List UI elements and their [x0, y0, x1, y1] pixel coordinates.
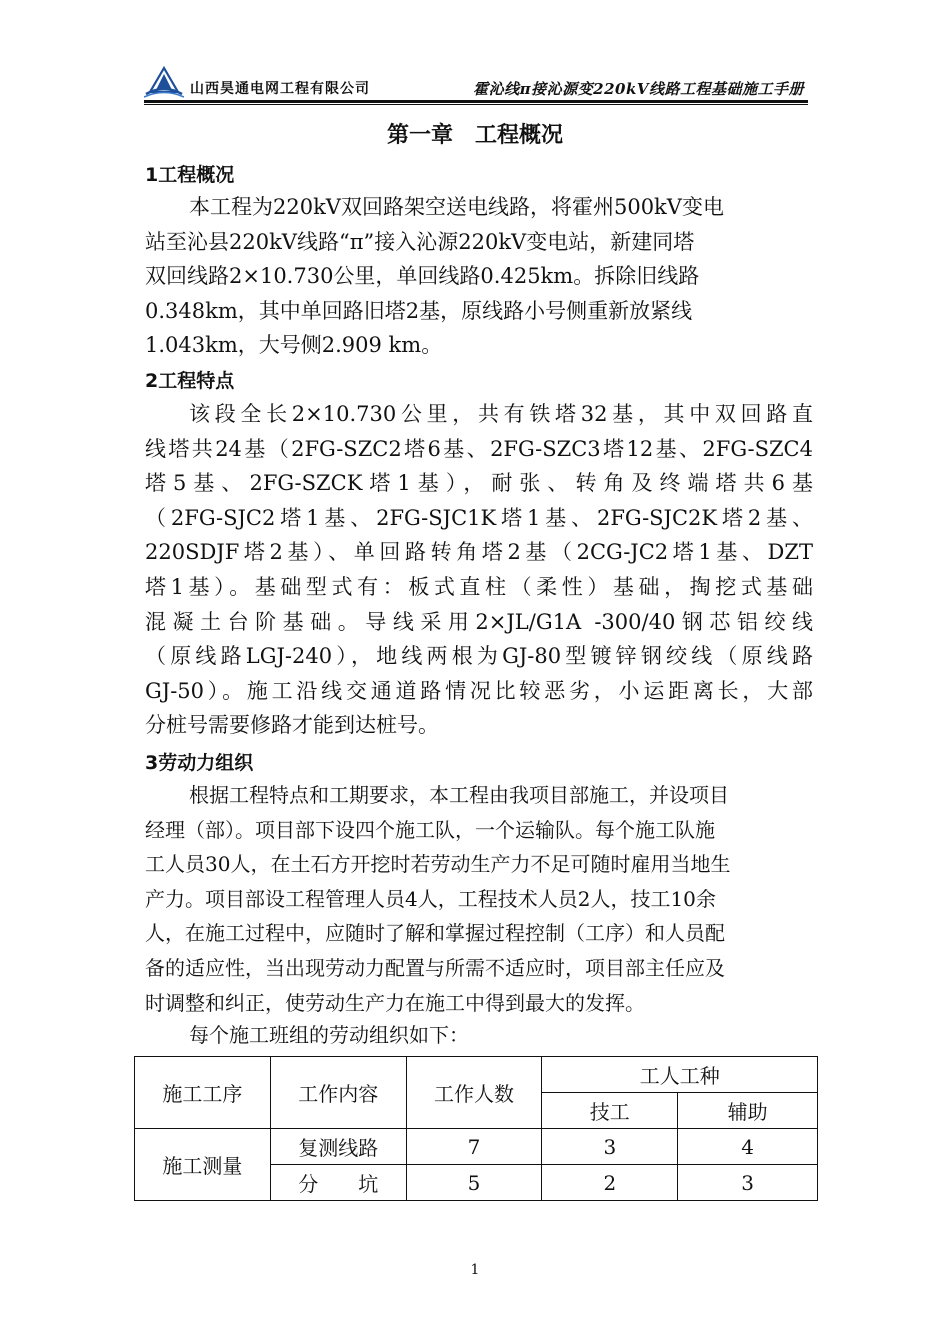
paragraph-line: 塔5基、2FG-SZCK塔1基），耐张、转角及终端塔共6基 [145, 471, 813, 496]
paragraph-line: 产力。项目部设工程管理人员4人，工程技术人员2人，技工10余 [145, 886, 716, 911]
table-header-row [135, 1057, 818, 1093]
auxiliary-cell: 4 [678, 1129, 818, 1165]
paragraph-line: 分桩号需要修路才能到达桩号。 [145, 713, 439, 738]
skilled-cell: 2 [542, 1165, 678, 1201]
content-cell: 复测线路 [270, 1129, 406, 1165]
paragraph-line: 该段全长2×10.730公里，共有铁塔32基，其中双回路直 [189, 402, 813, 426]
content-cell: 分 坑 [270, 1165, 406, 1201]
chapter-title: 第一章 工程概况 [386, 123, 563, 148]
paragraph-line: 经理（部）。项目部下设四个施工队，一个运输队。每个施工队施 [145, 817, 715, 842]
page-header [140, 62, 808, 102]
company-name: 山西昊通电网工程有限公司 [190, 81, 370, 97]
paragraph-line: GJ-50）。施工沿线交通道路情况比较恶劣，小运距离长，大部 [145, 678, 813, 703]
paragraph-line: （原线路LGJ-240），地线两根为GJ-80型镀锌钢绞线（原线路 [145, 644, 813, 669]
table-intro: 每个施工班组的劳动组织如下： [189, 1023, 469, 1048]
features-paragraph [145, 397, 813, 743]
header-process: 施工工序 [135, 1057, 271, 1129]
header-count: 工作人数 [406, 1057, 542, 1129]
paragraph-line: 线塔共24基（2FG-SZC2塔6基、2FG-SZC3塔12基、2FG-SZC4 [145, 436, 813, 461]
header-skilled: 技工 [542, 1093, 678, 1129]
paragraph-line: 备的适应性，当出现劳动力配置与所需不适应时，项目部主任应及 [145, 955, 725, 980]
labor-paragraph [145, 778, 813, 1050]
section-heading-overview: 1工程概况 [145, 164, 235, 186]
group-cell: 施工测量 [135, 1129, 271, 1201]
paragraph-line: 双回线路2×10.730公里，单回线路0.425km。拆除旧线路 [145, 264, 700, 289]
paragraph-line: 根据工程特点和工期要求，本工程由我项目部施工，并设项目 [189, 783, 729, 807]
header-rule [144, 100, 808, 103]
auxiliary-cell: 3 [678, 1165, 818, 1201]
count-cell: 5 [406, 1165, 542, 1201]
manual-title: 霍沁线π接沁源变220kV线路工程基础施工手册 [473, 80, 804, 98]
page-number: 1 [470, 1262, 480, 1278]
paragraph-line: 本工程为220kV双回路架空送电线路，将霍州500kV变电 [189, 195, 724, 219]
paragraph-line: 工人员30人，在土石方开挖时若劳动生产力不足可随时雇用当地生 [145, 852, 731, 877]
paragraph-line: （2FG-SJC2塔1基、2FG-SJC1K塔1基、2FG-SJC2K塔2基、 [145, 505, 813, 530]
skilled-cell: 3 [542, 1129, 678, 1165]
table-row [135, 1129, 818, 1165]
section-heading-features: 2工程特点 [145, 370, 235, 392]
header-worker-type: 工人工种 [542, 1057, 818, 1093]
header-content: 工作内容 [270, 1057, 406, 1129]
paragraph-line: 0.348km，其中单回路旧塔2基，原线路小号侧重新放紧线 [145, 298, 693, 323]
paragraph-line: 人，在施工过程中，应随时了解和掌握过程控制（工序）和人员配 [145, 921, 725, 946]
overview-paragraph [145, 190, 813, 363]
header-auxiliary: 辅助 [678, 1093, 818, 1129]
paragraph-line: 站至沁县220kV线路“π”接入沁源220kV变电站，新建同塔 [145, 229, 695, 254]
company-logo-icon [144, 64, 184, 98]
paragraph-line: 时调整和纠正，使劳动生产力在施工中得到最大的发挥。 [145, 990, 645, 1015]
labor-organization-table [134, 1056, 818, 1201]
header-rule-thin [144, 104, 808, 105]
paragraph-line: 塔1基）。基础型式有：板式直柱（柔性）基础，掏挖式基础 [145, 574, 813, 599]
paragraph-line: 1.043km，大号侧2.909 km。 [145, 333, 443, 358]
paragraph-line: 混凝土台阶基础。导线采用2×JL/G1A -300/40钢芯铝绞线 [145, 609, 813, 634]
section-heading-labor: 3劳动力组织 [145, 752, 254, 774]
paragraph-line: 220SDJF塔2基）、单回路转角塔2基（2CG-JC2塔1基、DZT [145, 540, 813, 565]
count-cell: 7 [406, 1129, 542, 1165]
